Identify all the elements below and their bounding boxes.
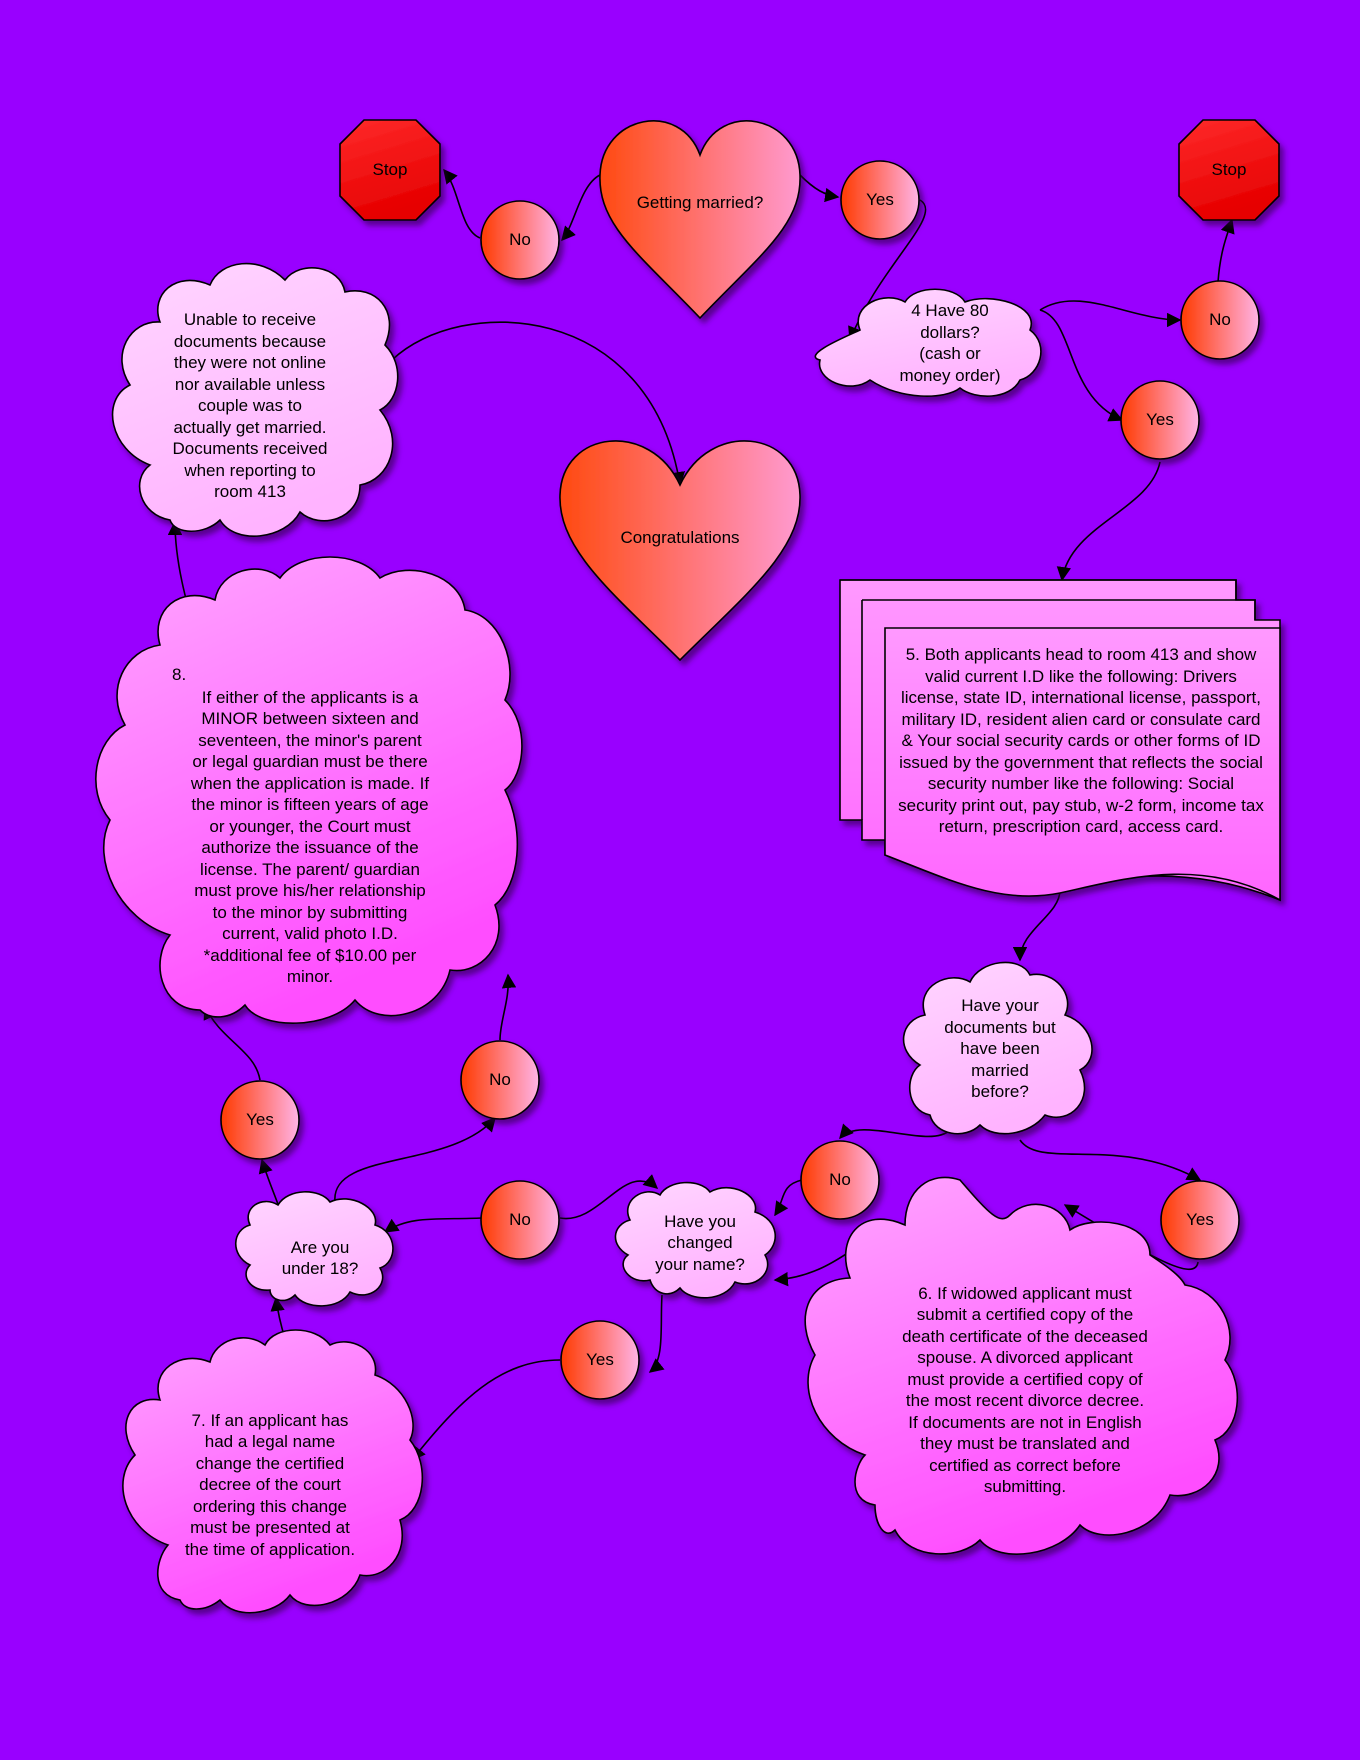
- minor-step-number: 8.: [172, 665, 187, 685]
- connector-no-to-minor: [500, 975, 508, 1040]
- connector-start-to-yes: [800, 175, 838, 197]
- yes-label-money: Yes: [1146, 410, 1174, 430]
- no-label-minor: No: [489, 1070, 511, 1090]
- connector-married-to-yes: [1020, 1140, 1200, 1180]
- connector-no-to-stop-right: [1218, 220, 1232, 282]
- unable-label: Unable to receive documents because they were not online nor available unless couple was to actually get married. Documents received when reporting to room 413: [172, 310, 328, 502]
- name-change-step-label: 7. If an applicant has had a legal name change the certified decree of the court ordering this change must be presented at the time of application.: [184, 1410, 356, 1559]
- money-question-label: 4 Have 80 dollars? (cash or money order): [899, 301, 1001, 385]
- no-label-money: No: [1209, 310, 1231, 330]
- connector-namecloud-to-yes: [650, 1295, 662, 1372]
- connector-money-to-yes: [1040, 310, 1122, 420]
- connector-money-to-no: [1040, 301, 1180, 320]
- connector-no-to-stop: [444, 170, 480, 238]
- connector-married-to-no: [840, 1130, 950, 1138]
- connector-under18-to-no: [335, 1118, 495, 1202]
- yes-label-name: Yes: [586, 1350, 614, 1370]
- name-changed-label: Have you changed your name?: [655, 1211, 745, 1274]
- connector-yes-to-documents: [1062, 462, 1160, 580]
- no-label-married: No: [829, 1170, 851, 1190]
- under18-label: Are you under 18?: [281, 1237, 359, 1278]
- connector-yes-to-namechange: [412, 1360, 560, 1460]
- connector-nocircle-to-under18: [385, 1218, 482, 1232]
- documents-step-label: 5. Both applicants head to room 413 and show valid current I.D like the following: Drivers license, state ID, international license, passport, military ID, resident alien card or consulate card & Your social security cards or other forms of ID issued by the government that reflects the social security number like the following: Social security print out, pay stub, w-2 form, income tax return, prescription card, access card.: [898, 645, 1264, 837]
- connector-no-to-namecloud: [775, 1180, 802, 1215]
- yes-label-top: Yes: [866, 190, 894, 210]
- no-label-top: No: [509, 230, 531, 250]
- connector-start-to-no: [562, 175, 600, 240]
- congratulations-label: Congratulations: [620, 528, 740, 548]
- no-label-name: No: [509, 1210, 531, 1230]
- married-before-label: Have your documents but have been married before?: [944, 996, 1056, 1102]
- stop-label-left: Stop: [372, 160, 408, 180]
- stop-label-right: Stop: [1211, 160, 1247, 180]
- yes-label-married: Yes: [1186, 1210, 1214, 1230]
- yes-label-minor: Yes: [246, 1110, 274, 1130]
- connector-documents-to-married: [1020, 890, 1060, 960]
- widowed-step-label: 6. If widowed applicant must submit a certified copy of the death certificate of the deceased spouse. A divorced applicant must provide a certified copy of the most recent divorce decree. If documents are not in English they must be translated and certified as correct before submitting.: [902, 1283, 1148, 1496]
- start-label: Getting married?: [636, 193, 764, 213]
- minor-step-label: If either of the applicants is a MINOR between sixteen and seventeen, the minor's parent or legal guardian must be there when the application is made. If the minor is fifteen years of age or younger, the Court must authorize the issuance of the license. The parent/ guardian must prove his/her relationship to the minor by submitting current, valid photo I.D. *additional fee of $10.00 per minor.: [190, 687, 430, 986]
